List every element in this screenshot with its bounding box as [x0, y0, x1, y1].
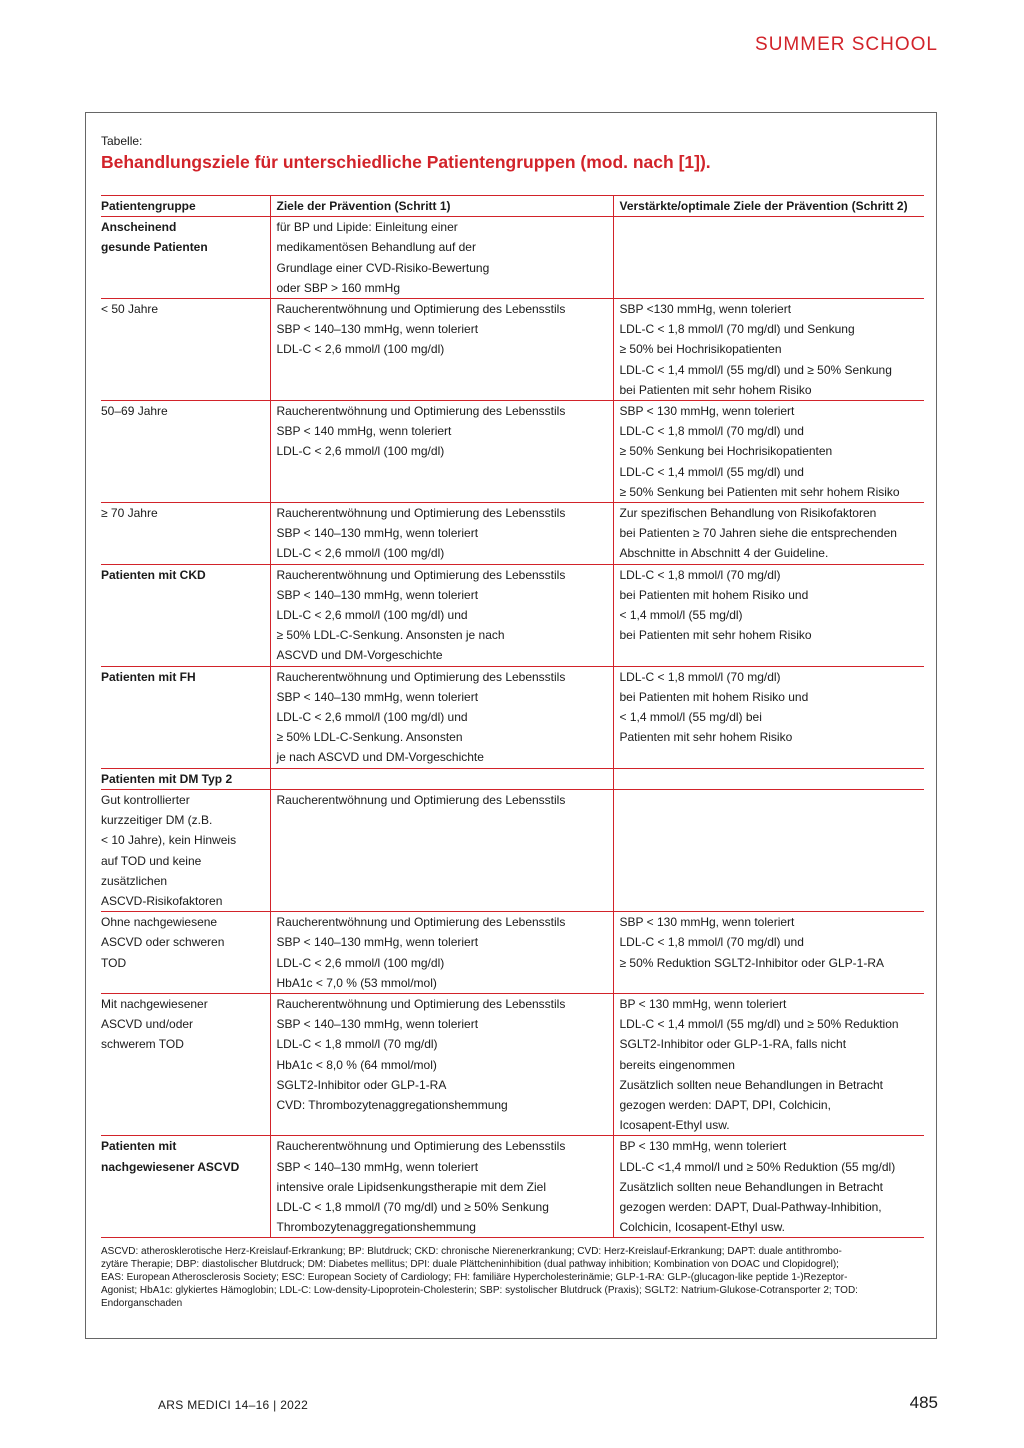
cell-line: LDL-C < 1,4 mmol/l (55 mg/dl) und	[619, 464, 804, 479]
cell-line: SBP < 130 mmHg, wenn toleriert	[619, 915, 795, 930]
cell-line: ≥ 50% LDL-C-Senkung. Ansonsten	[276, 730, 463, 745]
cell-patient-group	[101, 299, 270, 401]
cell-line: LDL-C < 2,6 mmol/l (100 mg/dl)	[276, 955, 445, 970]
cell-line: ≥ 70 Jahre	[101, 506, 158, 521]
cell-line: Colchicin, Icosapent-Ethyl usw.	[619, 1220, 785, 1235]
table-row	[101, 993, 924, 1135]
cell-line: SBP < 140–130 mmHg, wenn toleriert	[276, 587, 479, 602]
cell-line: BP < 130 mmHg, wenn toleriert	[619, 1139, 787, 1154]
cell-line: medikamentösen Behandlung auf der	[276, 240, 476, 255]
cell-patient-group	[101, 993, 270, 1135]
cell-line: zusätzlichen	[101, 873, 168, 888]
footnote-line: Agonist; HbA1c: glykiertes Hämoglobin; LDL-C: Low-density-Lipoprotein-Cholesterin; SBP: systolischer Blutdruck (Praxis); SGLT2: Natrium-Glukose-Cotransporter 2; TOD:	[101, 1285, 858, 1296]
cell-patient-group	[101, 564, 270, 666]
cell-line: Raucherentwöhnung und Optimierung des Lebensstils	[276, 506, 566, 521]
cell-patient-group	[101, 1136, 270, 1238]
table-row	[101, 503, 924, 565]
cell-line: Patienten mit FH	[101, 669, 196, 684]
cell-prevention-step-2	[613, 217, 924, 299]
table-row	[101, 789, 924, 911]
publication-info: ARS MEDICI 14–16 | 2022	[158, 1398, 309, 1412]
table-caption: Tabelle:	[101, 134, 143, 148]
cell-line: LDL-C < 1,8 mmol/l (70 mg/dl)	[619, 567, 781, 582]
cell-line: bereits eingenommen	[619, 1057, 735, 1072]
table-row	[101, 564, 924, 666]
cell-line: LDL-C < 1,8 mmol/l (70 mg/dl) und ≥ 50% Senkung	[276, 1199, 549, 1214]
cell-line: SBP < 140–130 mmHg, wenn toleriert	[276, 1159, 479, 1174]
cell-line: LDL-C < 2,6 mmol/l (100 mg/dl)	[276, 342, 445, 357]
cell-line: SBP < 140–130 mmHg, wenn toleriert	[276, 1017, 479, 1032]
table-row	[101, 912, 924, 994]
cell-line: je nach ASCVD und DM-Vorgeschichte	[276, 750, 484, 765]
cell-line: bei Patienten mit hohem Risiko und	[619, 689, 809, 704]
column-header-prevention-step-1: Ziele der Prävention (Schritt 1)	[270, 196, 613, 217]
table-row	[101, 299, 924, 401]
cell-line: Raucherentwöhnung und Optimierung des Lebensstils	[276, 792, 566, 807]
cell-line: gezogen werden: DAPT, DPI, Colchicin,	[619, 1097, 831, 1112]
cell-prevention-step-2	[613, 789, 924, 911]
cell-line: TOD	[101, 955, 127, 970]
cell-line: ASCVD oder schweren	[101, 935, 225, 950]
cell-line: ASCVD-Risikofaktoren	[101, 893, 223, 908]
cell-line: Raucherentwöhnung und Optimierung des Lebensstils	[276, 567, 566, 582]
cell-line: nachgewiesener ASCVD	[101, 1159, 240, 1174]
cell-line: SBP < 130 mmHg, wenn toleriert	[619, 404, 795, 419]
cell-line: Raucherentwöhnung und Optimierung des Lebensstils	[276, 1139, 566, 1154]
cell-line: LDL-C < 2,6 mmol/l (100 mg/dl)	[276, 546, 445, 561]
table-row	[101, 401, 924, 503]
cell-line: Anscheinend	[101, 220, 177, 235]
cell-line: CVD: Thrombozytenaggregationshemmung	[276, 1097, 508, 1112]
cell-line: Raucherentwöhnung und Optimierung des Lebensstils	[276, 915, 566, 930]
cell-line: auf TOD und keine	[101, 853, 202, 868]
cell-line: intensive orale Lipidsenkungstherapie mit dem Ziel	[276, 1179, 546, 1194]
cell-line: Zur spezifischen Behandlung von Risikofaktoren	[619, 506, 877, 521]
cell-prevention-step-2	[613, 1136, 924, 1238]
cell-line: Raucherentwöhnung und Optimierung des Lebensstils	[276, 669, 566, 684]
table-row	[101, 217, 924, 299]
cell-prevention-step-1	[270, 217, 613, 299]
column-header-prevention-step-2: Verstärkte/optimale Ziele der Prävention (Schritt 2)	[613, 196, 924, 217]
cell-line: Zusätzlich sollten neue Behandlungen in Betracht	[619, 1077, 884, 1092]
cell-line: SBP < 140–130 mmHg, wenn toleriert	[276, 935, 479, 950]
cell-line: < 1,4 mmol/l (55 mg/dl) bei	[619, 710, 762, 725]
cell-prevention-step-2	[613, 993, 924, 1135]
cell-line: Icosapent-Ethyl usw.	[619, 1118, 730, 1133]
cell-patient-group	[101, 401, 270, 503]
table-box	[85, 112, 937, 1339]
cell-prevention-step-2	[613, 912, 924, 994]
cell-line: Raucherentwöhnung und Optimierung des Lebensstils	[276, 302, 566, 317]
cell-prevention-step-1	[270, 666, 613, 768]
table-row	[101, 768, 924, 789]
cell-line: < 1,4 mmol/l (55 mg/dl)	[619, 608, 743, 623]
cell-line: SBP < 140–130 mmHg, wenn toleriert	[276, 322, 479, 337]
cell-line: SBP <130 mmHg, wenn toleriert	[619, 302, 792, 317]
cell-patient-group	[101, 912, 270, 994]
cell-line: Raucherentwöhnung und Optimierung des Lebensstils	[276, 404, 566, 419]
cell-prevention-step-2	[613, 503, 924, 565]
cell-line: gesunde Patienten	[101, 240, 208, 255]
column-header-patient-group: Patientengruppe	[101, 196, 270, 217]
cell-line: SGLT2-Inhibitor oder GLP-1-RA	[276, 1077, 447, 1092]
cell-line: ≥ 50% LDL-C-Senkung. Ansonsten je nach	[276, 628, 505, 643]
cell-line: oder SBP > 160 mmHg	[276, 280, 401, 295]
cell-line: ASCVD und DM-Vorgeschichte	[276, 648, 443, 663]
table-title: Behandlungsziele für unterschiedliche Patientengruppen (mod. nach [1]).	[101, 152, 711, 172]
cell-line: 50–69 Jahre	[101, 404, 168, 419]
footnote-line: ASCVD: atherosklerotische Herz-Kreislauf-Erkrankung; BP: Blutdruck; CKD: chronische Nierenerkrankung; CVD: Herz-Kreislauf-Erkrankung; DAPT: duale antithrombo-	[101, 1246, 842, 1257]
table-row	[101, 666, 924, 768]
cell-line: LDL-C < 2,6 mmol/l (100 mg/dl) und	[276, 710, 468, 725]
cell-line: Patienten mit CKD	[101, 567, 206, 582]
cell-prevention-step-2	[613, 564, 924, 666]
cell-prevention-step-2	[613, 666, 924, 768]
cell-prevention-step-1	[270, 789, 613, 911]
cell-prevention-step-1	[270, 912, 613, 994]
cell-line: gezogen werden: DAPT, Dual-Pathway-lnhibition,	[619, 1199, 882, 1214]
cell-line: LDL-C < 1,4 mmol/l (55 mg/dl) und ≥ 50% Reduktion	[619, 1017, 899, 1032]
cell-prevention-step-1	[270, 564, 613, 666]
cell-line: schwerem TOD	[101, 1037, 184, 1052]
cell-prevention-step-1	[270, 401, 613, 503]
cell-prevention-step-2	[613, 299, 924, 401]
treatment-goals-table	[101, 195, 924, 1238]
cell-line: ASCVD und/oder	[101, 1017, 194, 1032]
cell-line: LDL-C <1,4 mmol/l und ≥ 50% Reduktion (55 mg/dl)	[619, 1159, 896, 1174]
cell-line: bei Patienten ≥ 70 Jahren siehe die entsprechenden	[619, 526, 897, 541]
cell-prevention-step-1	[270, 993, 613, 1135]
cell-line: LDL-C < 1,8 mmol/l (70 mg/dl)	[619, 669, 781, 684]
cell-line: ≥ 50% Senkung bei Hochrisikopatienten	[619, 444, 833, 459]
cell-patient-group	[101, 217, 270, 299]
cell-line: SBP < 140–130 mmHg, wenn toleriert	[276, 526, 479, 541]
cell-line: Grundlage einer CVD-Risiko-Bewertung	[276, 260, 490, 275]
cell-line: LDL-C < 2,6 mmol/l (100 mg/dl)	[276, 444, 445, 459]
cell-line: Abschnitte in Abschnitt 4 der Guideline.	[619, 546, 829, 561]
cell-line: Zusätzlich sollten neue Behandlungen in Betracht	[619, 1179, 884, 1194]
cell-line: SBP < 140–130 mmHg, wenn toleriert	[276, 689, 479, 704]
cell-prevention-step-1	[270, 503, 613, 565]
footnote-line: zytäre Therapie; DBP: diastolischer Blutdruck; DM: Diabetes mellitus; DPI: duale Plättcheninhibition (dual pathway inhibition; Kombination von DOAC und Clopidogrel);	[101, 1259, 839, 1270]
cell-prevention-step-1	[270, 768, 613, 789]
cell-line: kurzzeitiger DM (z.B.	[101, 813, 213, 828]
cell-line: SBP < 140 mmHg, wenn toleriert	[276, 424, 452, 439]
cell-line: LDL-C < 1,8 mmol/l (70 mg/dl) und	[619, 935, 804, 950]
cell-patient-group	[101, 789, 270, 911]
cell-line: bei Patienten mit sehr hohem Risiko	[619, 382, 812, 397]
cell-line: Thrombozytenaggregationshemmung	[276, 1220, 476, 1235]
cell-line: bei Patienten mit sehr hohem Risiko	[619, 628, 812, 643]
cell-line: ≥ 50% Reduktion SGLT2-Inhibitor oder GLP-1-RA	[619, 955, 884, 970]
cell-prevention-step-1	[270, 1136, 613, 1238]
cell-prevention-step-2	[613, 401, 924, 503]
cell-patient-group	[101, 768, 270, 789]
abbreviations-footnote	[101, 1245, 926, 1310]
cell-line: ≥ 50% bei Hochrisikopatienten	[619, 342, 782, 357]
cell-patient-group	[101, 666, 270, 768]
cell-line: LDL-C < 1,8 mmol/l (70 mg/dl) und	[619, 424, 804, 439]
cell-prevention-step-2	[613, 768, 924, 789]
cell-line: Raucherentwöhnung und Optimierung des Lebensstils	[276, 996, 566, 1011]
section-header: SUMMER SCHOOL	[755, 34, 938, 55]
cell-line: für BP und Lipide: Einleitung einer	[276, 220, 458, 235]
cell-line: LDL-C < 2,6 mmol/l (100 mg/dl) und	[276, 608, 468, 623]
cell-line: < 10 Jahre), kein Hinweis	[101, 833, 237, 848]
cell-line: LDL-C < 1,8 mmol/l (70 mg/dl)	[276, 1037, 438, 1052]
cell-line: Patienten mit sehr hohem Risiko	[619, 730, 793, 745]
table-header-row	[101, 196, 924, 217]
cell-line: HbA1c < 7,0 % (53 mmol/mol)	[276, 975, 437, 990]
table-row	[101, 1136, 924, 1238]
cell-prevention-step-1	[270, 299, 613, 401]
footnote-line: EAS: European Atherosclerosis Society; ESC: European Society of Cardiology; FH: familiäre Hypercholesterinämie; GLP-1-RA: GLP-(glucagon-like peptide 1-)Rezeptor-	[101, 1272, 848, 1283]
cell-patient-group	[101, 503, 270, 565]
cell-line: Mit nachgewiesener	[101, 996, 208, 1011]
cell-line: Patienten mit	[101, 1139, 177, 1154]
cell-line: Patienten mit DM Typ 2	[101, 771, 233, 786]
cell-line: BP < 130 mmHg, wenn toleriert	[619, 996, 787, 1011]
cell-line: bei Patienten mit hohem Risiko und	[619, 587, 809, 602]
cell-line: < 50 Jahre	[101, 302, 159, 317]
page-number: 485	[909, 1393, 938, 1412]
cell-line: LDL-C < 1,4 mmol/l (55 mg/dl) und ≥ 50% Senkung	[619, 362, 892, 377]
footnote-line: Endorganschaden	[101, 1298, 183, 1309]
cell-line: SGLT2-Inhibitor oder GLP-1-RA, falls nicht	[619, 1037, 847, 1052]
cell-line: HbA1c < 8,0 % (64 mmol/mol)	[276, 1057, 437, 1072]
cell-line: Gut kontrollierter	[101, 792, 190, 807]
cell-line: ≥ 50% Senkung bei Patienten mit sehr hohem Risiko	[619, 484, 900, 499]
cell-line: LDL-C < 1,8 mmol/l (70 mg/dl) und Senkung	[619, 322, 855, 337]
cell-line: Ohne nachgewiesene	[101, 915, 218, 930]
